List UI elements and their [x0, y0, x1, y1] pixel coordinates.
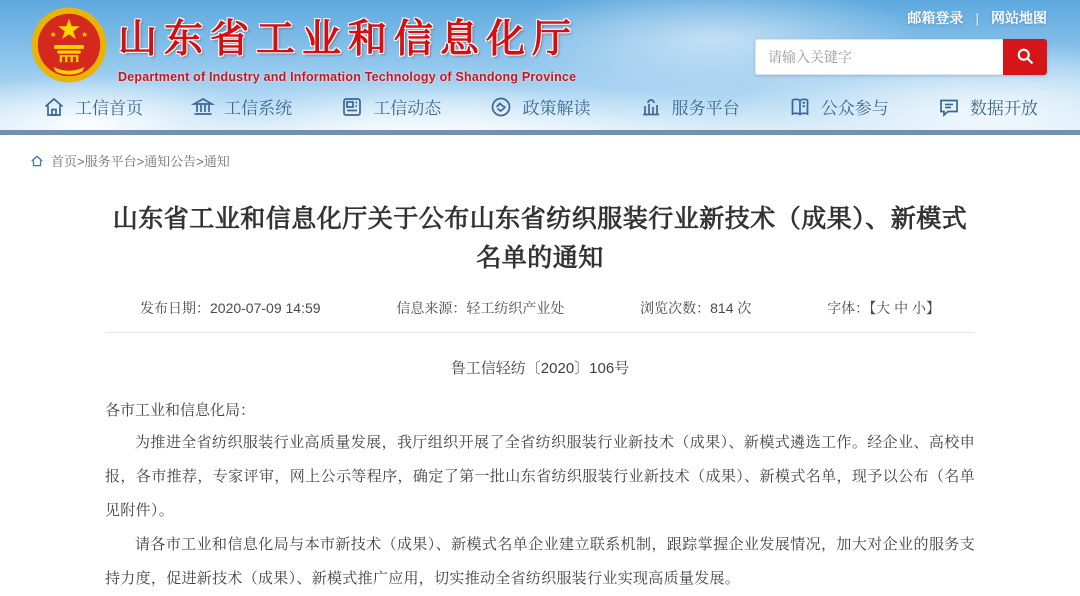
- search-input[interactable]: [755, 39, 1003, 75]
- search-icon: [1015, 46, 1035, 69]
- breadcrumb[interactable]: [0, 135, 1080, 178]
- nav-item-label: 公众参与: [820, 99, 889, 118]
- font-size-control: [827, 298, 940, 318]
- meta-divider: [105, 332, 975, 333]
- view-count: [640, 298, 751, 318]
- article-content: [0, 200, 1080, 596]
- source-value: 轻工纺织产业处: [466, 300, 565, 316]
- chat-bubble-icon: [937, 95, 961, 119]
- nav-item-label: 工信动态: [373, 99, 442, 118]
- document-number: 鲁工信轻纺〔2020〕106号: [450, 360, 630, 377]
- body-paragraph: 为推进全省纺织服装行业高质量发展，我厅组织开展了全省纺织服装行业新技术（成果）、新模式遴选工作。经企业、高校申报，各市推荐，专家评审，网上公示等程序，确定了第一批山东省纺织服装行业新技术（成果）、新模式名单，现予以公布（名单见附件）。: [105, 434, 975, 519]
- platform-icon: [639, 95, 663, 119]
- news-icon: [340, 95, 364, 119]
- nav-item-news[interactable]: [340, 94, 441, 119]
- body-paragraph: 请各市工业和信息化局与本市新技术（成果）、新模式名单企业建立联系机制，跟踪掌握企业发展情况，加大对企业的服务支持力度，促进新技术（成果）、新模式推广应用，切实推动全省纺织服装行业实现高质量发展。: [105, 536, 975, 587]
- home-icon: [30, 154, 44, 168]
- links-separator: |: [975, 10, 979, 26]
- nav-item-home[interactable]: [42, 94, 143, 119]
- views-value: 814 次: [710, 300, 752, 316]
- source-label: 信息来源：: [396, 300, 467, 316]
- site-title: 山东省工业和信息化厅: [118, 18, 579, 61]
- nav-item-label: 政策解读: [522, 99, 591, 118]
- salutation: 各市工业和信息化局：: [105, 402, 256, 419]
- site-header: [0, 0, 1080, 135]
- views-label: 浏览次数：: [640, 300, 711, 316]
- publish-date-label: 发布日期：: [140, 300, 210, 316]
- nav-item-data[interactable]: [937, 94, 1038, 119]
- article-meta: [140, 298, 940, 318]
- font-label: 字体：: [827, 300, 870, 316]
- bank-icon: [191, 95, 215, 119]
- publish-date-value: 2020-07-09 14:59: [210, 300, 321, 316]
- nav-item-platform[interactable]: [639, 94, 740, 119]
- nav-item-policy[interactable]: [489, 94, 590, 119]
- open-book-icon: [788, 95, 812, 119]
- handshake-icon: [489, 95, 513, 119]
- mail-login-link[interactable]: 邮箱登录: [907, 10, 964, 26]
- article-title: 山东省工业和信息化厅关于公布山东省纺织服装行业新技术（成果）、新模式名单的通知: [112, 205, 968, 272]
- nav-item-label: 工信首页: [75, 99, 143, 118]
- sitemap-link[interactable]: 网站地图: [991, 10, 1047, 26]
- nav-item-label: 数据开放: [969, 99, 1038, 118]
- font-size-options[interactable]: 【大 中 小】: [869, 300, 940, 316]
- nav-item-system[interactable]: [191, 94, 292, 119]
- publish-date: [140, 298, 321, 318]
- info-source: [396, 298, 564, 318]
- nav-item-label: 工信系统: [224, 99, 293, 118]
- nav-item-participation[interactable]: [788, 94, 889, 119]
- breadcrumb-path: 首页>服务平台>通知公告>通知: [51, 154, 230, 169]
- national-emblem-logo: [30, 6, 108, 84]
- main-navigation: [0, 83, 1080, 130]
- site-subtitle: Department of Industry and Information Technology of Shandong Province: [118, 70, 577, 84]
- search-button[interactable]: [1003, 39, 1047, 75]
- home-icon: [42, 95, 66, 119]
- nav-item-label: 服务平台: [671, 99, 740, 118]
